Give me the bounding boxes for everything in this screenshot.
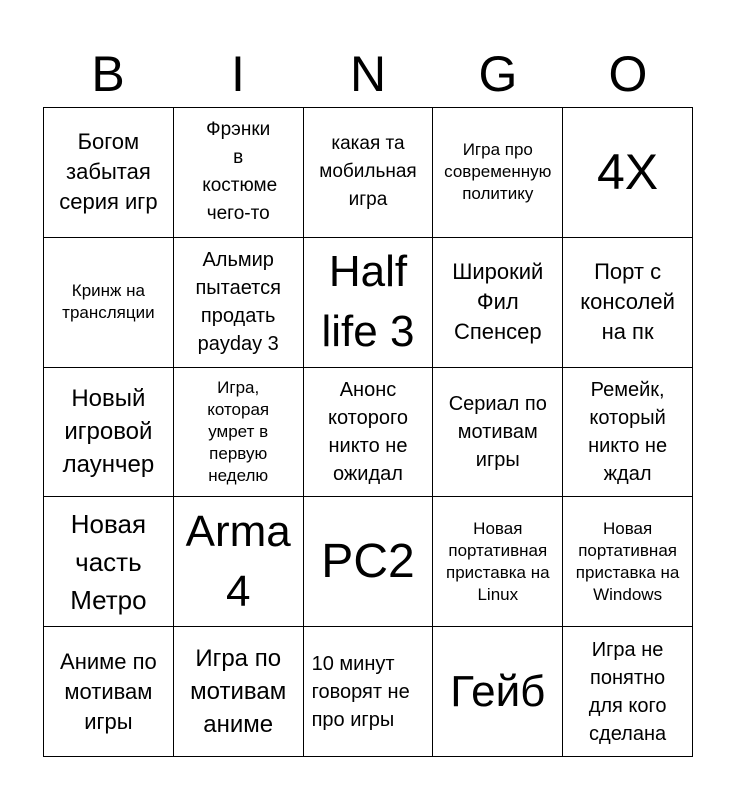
bingo-cell[interactable] — [174, 238, 304, 368]
cell-label: 4X — [597, 144, 659, 201]
bingo-cell[interactable] — [304, 627, 434, 757]
cell-label: Игра не понятно для кого сделана — [588, 638, 667, 745]
bingo-cell[interactable] — [433, 238, 563, 368]
cell-label: Игра по мотивам аниме — [190, 645, 287, 739]
bingo-cell[interactable] — [44, 238, 174, 368]
cell-label: Сериал по мотивам игры — [448, 392, 547, 471]
bingo-cell[interactable] — [44, 108, 174, 238]
cell-label: Кринж на трансляции — [62, 281, 155, 323]
cell-label: Новая часть Метро — [70, 508, 147, 615]
cell-label: Arma 4 — [185, 506, 291, 616]
bingo-cell[interactable] — [563, 627, 693, 757]
bingo-cell[interactable] — [563, 368, 693, 498]
bingo-cell[interactable] — [563, 238, 693, 368]
cell-label: Анонс которого никто не ожидал — [328, 378, 408, 485]
cell-label: какая та мобильная игра — [319, 133, 417, 211]
cell-label: Игра про современную политику — [444, 140, 552, 204]
cell-label: Аниме по мотивам игры — [60, 648, 157, 734]
cell-label: 10 минут говорят не про игры — [311, 652, 410, 731]
bingo-cell[interactable] — [304, 368, 434, 498]
cell-label: Гейб — [450, 666, 546, 716]
cell-label: Новый игровой лаунчер — [62, 385, 155, 479]
bingo-cell[interactable] — [44, 627, 174, 757]
bingo-cell[interactable] — [433, 368, 563, 498]
bingo-cell[interactable] — [304, 108, 434, 238]
cell-label: Богом забытая серия игр — [59, 129, 158, 215]
cell-label: Half life 3 — [321, 247, 415, 357]
cell-label: Новая портативная приставка на Linux — [446, 518, 550, 604]
header-letter-n: N — [349, 46, 387, 102]
cell-label: Новая портативная приставка на Windows — [575, 518, 680, 604]
bingo-cell[interactable] — [433, 108, 563, 238]
bingo-header — [43, 40, 693, 108]
bingo-cell[interactable] — [44, 497, 174, 627]
bingo-cell[interactable] — [433, 497, 563, 627]
bingo-cell[interactable] — [433, 627, 563, 757]
bingo-cell[interactable] — [44, 368, 174, 498]
cell-label: Широкий Фил Спенсер — [452, 259, 544, 345]
bingo-cell[interactable] — [304, 497, 434, 627]
header-letter-o: O — [608, 46, 648, 102]
bingo-cell[interactable] — [304, 238, 434, 368]
header-letter-g: G — [478, 46, 518, 102]
bingo-cell[interactable] — [174, 368, 304, 498]
bingo-cell[interactable] — [174, 497, 304, 627]
bingo-cell[interactable] — [174, 627, 304, 757]
cell-label: Ремейк, который никто не ждал — [588, 378, 668, 485]
bingo-board — [43, 107, 693, 757]
header-letter-b: B — [91, 46, 125, 102]
cell-label: Порт с консолей на пк — [580, 259, 675, 345]
cell-label: PC2 — [321, 534, 415, 588]
cell-label: Фрэнки в костюме чего-то — [202, 119, 278, 225]
cell-label: Альмир пытается продать payday 3 — [195, 249, 281, 356]
bingo-cell[interactable] — [174, 108, 304, 238]
bingo-cell[interactable] — [563, 108, 693, 238]
cell-label: Игра, которая умрет в первую неделю — [207, 377, 270, 485]
header-letter-i: I — [231, 46, 245, 102]
bingo-cell[interactable] — [563, 497, 693, 627]
